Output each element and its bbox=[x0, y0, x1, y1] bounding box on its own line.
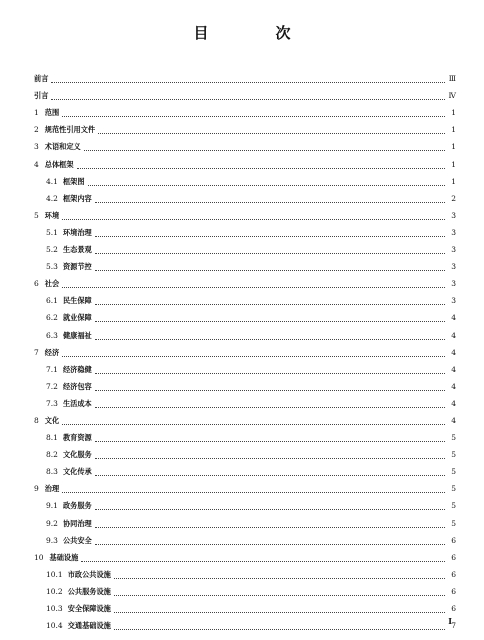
dot-leader bbox=[95, 333, 445, 340]
dot-leader bbox=[95, 538, 445, 545]
toc-entry[interactable] bbox=[34, 237, 456, 254]
toc-entry-page: 1 bbox=[451, 176, 456, 186]
toc-entry-label: 安全保障设施 bbox=[67, 604, 111, 613]
toc-entry-label: 资源节控 bbox=[62, 262, 92, 272]
toc-entry[interactable] bbox=[34, 117, 456, 134]
toc-entry-label: 总体框架 bbox=[44, 159, 74, 169]
dot-leader bbox=[95, 503, 445, 510]
toc-entry-number: 10.4 bbox=[46, 621, 63, 631]
toc-entry-label: 教育资源 bbox=[62, 433, 92, 443]
toc-entry-number: 10.2 bbox=[46, 586, 63, 596]
toc-entry[interactable] bbox=[34, 528, 456, 545]
toc-entry-number: 6.2 bbox=[46, 313, 58, 323]
toc-entry[interactable] bbox=[34, 374, 456, 391]
toc-entry-page: 4 bbox=[451, 381, 456, 391]
toc-entry-number: 8.2 bbox=[46, 450, 58, 460]
dot-leader bbox=[95, 401, 445, 408]
toc-entry[interactable] bbox=[34, 169, 456, 186]
dot-leader bbox=[95, 315, 445, 322]
toc-entry-label: 前言 bbox=[34, 74, 49, 84]
toc-entry-page: 4 bbox=[451, 347, 456, 357]
toc-entry-label: 范围 bbox=[44, 108, 60, 118]
dot-leader bbox=[62, 281, 445, 288]
toc-entry-page: Ⅳ bbox=[448, 91, 456, 101]
toc-entry-label: 生态景观 bbox=[62, 245, 92, 255]
toc-entry-page: 4 bbox=[451, 313, 456, 323]
toc-entry-page: 6 bbox=[451, 569, 456, 579]
toc-entry-number: 10.1 bbox=[46, 569, 63, 579]
toc-entry[interactable] bbox=[34, 83, 456, 100]
toc-entry[interactable] bbox=[34, 340, 456, 357]
toc-entry[interactable] bbox=[34, 186, 456, 203]
toc-entry[interactable] bbox=[34, 613, 456, 630]
toc-entry-label: 交通基础设施 bbox=[67, 621, 111, 631]
toc-entry-page: 4 bbox=[451, 364, 456, 374]
toc-entry[interactable] bbox=[34, 322, 456, 339]
toc-entry-page: 4 bbox=[451, 330, 456, 340]
toc-entry-label: 引言 bbox=[34, 91, 49, 101]
toc-entry[interactable] bbox=[34, 220, 456, 237]
toc-entry-number: 10 bbox=[34, 552, 44, 562]
toc-entry-label: 社会 bbox=[44, 279, 60, 289]
dot-leader bbox=[84, 144, 445, 151]
toc-entry[interactable] bbox=[34, 100, 456, 117]
toc-entry-number: 8.1 bbox=[46, 433, 58, 443]
dot-leader bbox=[51, 93, 445, 100]
toc-entry-number: 7.2 bbox=[46, 381, 58, 391]
dot-leader bbox=[62, 486, 445, 493]
toc-entry-page: 5 bbox=[451, 501, 456, 511]
toc-entry-number: 9 bbox=[34, 484, 39, 494]
toc-entry-page: 6 bbox=[451, 586, 456, 596]
toc-entry-number: 9.3 bbox=[46, 535, 58, 545]
toc-entry[interactable] bbox=[34, 391, 456, 408]
toc-entry-number: 9.2 bbox=[46, 518, 58, 528]
toc-entry[interactable] bbox=[34, 562, 456, 579]
toc-entry-label: 政务服务 bbox=[62, 501, 92, 511]
toc-entry-number: 4 bbox=[34, 159, 39, 169]
toc-entry[interactable] bbox=[34, 442, 456, 459]
toc-entry-page: 3 bbox=[451, 296, 456, 306]
toc-entry-page: 3 bbox=[451, 262, 456, 272]
toc-entry-label: 健康福祉 bbox=[62, 330, 92, 340]
dot-leader bbox=[98, 127, 445, 134]
toc-entry-label: 经济包容 bbox=[62, 381, 92, 391]
toc-entry[interactable] bbox=[34, 408, 456, 425]
toc-entry-page: 3 bbox=[451, 227, 456, 237]
dot-leader bbox=[95, 196, 445, 203]
table-of-contents bbox=[34, 66, 456, 630]
toc-entry-label: 规范性引用文件 bbox=[44, 125, 96, 135]
page-title: 目 次 bbox=[193, 24, 317, 42]
toc-entry-number: 8 bbox=[34, 415, 39, 425]
toc-entry-number: 6.1 bbox=[46, 296, 58, 306]
dot-leader bbox=[95, 435, 445, 442]
dot-leader bbox=[114, 589, 445, 596]
toc-entry-number: 8.3 bbox=[46, 467, 58, 477]
dot-leader bbox=[88, 179, 445, 186]
toc-entry-page: Ⅲ bbox=[448, 74, 456, 84]
toc-entry-page: 5 bbox=[451, 484, 456, 494]
toc-entry-label: 经济 bbox=[44, 347, 60, 357]
toc-entry-page: 5 bbox=[451, 467, 456, 477]
toc-entry-number: 3 bbox=[34, 142, 39, 152]
toc-entry[interactable] bbox=[34, 271, 456, 288]
dot-leader bbox=[95, 384, 445, 391]
toc-entry-page: 5 bbox=[451, 433, 456, 443]
dot-leader bbox=[114, 606, 445, 613]
toc-entry-label: 框架内容 bbox=[62, 193, 92, 203]
toc-entry-number: 7.3 bbox=[46, 398, 58, 408]
dot-leader bbox=[95, 367, 445, 374]
dot-leader bbox=[95, 469, 445, 476]
toc-entry[interactable] bbox=[34, 425, 456, 442]
toc-entry-page: 3 bbox=[451, 245, 456, 255]
dot-leader bbox=[95, 452, 445, 459]
toc-entry[interactable] bbox=[34, 151, 456, 168]
dot-leader bbox=[95, 230, 445, 237]
dot-leader bbox=[95, 521, 445, 528]
toc-entry[interactable] bbox=[34, 545, 456, 562]
toc-entry-label: 文化传承 bbox=[62, 467, 92, 477]
toc-entry-label: 公共服务设施 bbox=[67, 586, 111, 596]
toc-entry-page: 6 bbox=[451, 604, 456, 613]
toc-entry-number: 6 bbox=[34, 279, 39, 289]
toc-entry-label: 民生保障 bbox=[62, 296, 92, 306]
toc-entry-label: 文化服务 bbox=[62, 450, 92, 460]
toc-entry-label: 环境治理 bbox=[62, 227, 92, 237]
dot-leader bbox=[81, 555, 445, 562]
toc-entry-page: 3 bbox=[451, 279, 456, 289]
toc-entry-number: 7.1 bbox=[46, 364, 58, 374]
toc-entry-number: 9.1 bbox=[46, 501, 58, 511]
toc-entry-number: 5.2 bbox=[46, 245, 58, 255]
toc-entry[interactable] bbox=[34, 134, 456, 151]
page-number: I bbox=[448, 616, 452, 626]
dot-leader bbox=[62, 110, 445, 117]
toc-entry-label: 文化 bbox=[44, 415, 60, 425]
dot-leader bbox=[62, 213, 445, 220]
toc-entry-label: 协同治理 bbox=[62, 518, 92, 528]
toc-entry-page: 1 bbox=[451, 142, 456, 152]
toc-entry-page: 1 bbox=[451, 159, 456, 169]
toc-entry[interactable] bbox=[34, 254, 456, 271]
toc-entry-number: 5.3 bbox=[46, 262, 58, 272]
toc-entry-label: 就业保障 bbox=[62, 313, 92, 323]
toc-entry-page: 5 bbox=[451, 450, 456, 460]
toc-entry-page: 2 bbox=[451, 193, 456, 203]
toc-entry-page: 3 bbox=[451, 210, 456, 220]
dot-leader bbox=[114, 623, 445, 630]
toc-entry-label: 经济稳健 bbox=[62, 364, 92, 374]
toc-entry-number: 10.3 bbox=[46, 604, 63, 613]
toc-entry[interactable] bbox=[34, 493, 456, 510]
dot-leader bbox=[95, 247, 445, 254]
toc-entry-label: 公共安全 bbox=[62, 535, 92, 545]
toc-entry-page: 1 bbox=[451, 125, 456, 135]
toc-entry[interactable] bbox=[34, 579, 456, 596]
dot-leader bbox=[62, 418, 445, 425]
toc-entry[interactable] bbox=[34, 476, 456, 493]
toc-entry[interactable] bbox=[34, 66, 456, 83]
toc-entry[interactable] bbox=[34, 510, 456, 527]
toc-entry-label: 基础设施 bbox=[49, 552, 79, 562]
toc-entry-number: 1 bbox=[34, 108, 39, 118]
toc-entry[interactable] bbox=[34, 203, 456, 220]
toc-entry-number: 7 bbox=[34, 347, 39, 357]
dot-leader bbox=[114, 572, 445, 579]
toc-entry[interactable] bbox=[34, 305, 456, 322]
dot-leader bbox=[62, 350, 445, 357]
dot-leader bbox=[51, 76, 445, 83]
toc-entry-number: 6.3 bbox=[46, 330, 58, 340]
dot-leader bbox=[77, 162, 445, 169]
toc-entry-number: 4.2 bbox=[46, 193, 58, 203]
toc-entry-number: 2 bbox=[34, 125, 39, 135]
toc-entry-label: 市政公共设施 bbox=[67, 569, 111, 579]
toc-entry-page: 4 bbox=[451, 415, 456, 425]
toc-entry-page: 7 bbox=[451, 621, 456, 631]
toc-entry[interactable] bbox=[34, 459, 456, 476]
toc-entry-label: 框架图 bbox=[62, 176, 85, 186]
toc-entry-number: 5 bbox=[34, 210, 39, 220]
toc-entry-number: 5.1 bbox=[46, 227, 58, 237]
toc-entry-page: 5 bbox=[451, 518, 456, 528]
toc-entry-number: 4.1 bbox=[46, 176, 58, 186]
toc-entry-label: 生活成本 bbox=[62, 398, 92, 408]
toc-entry-page: 1 bbox=[451, 108, 456, 118]
dot-leader bbox=[95, 298, 445, 305]
toc-entry-label: 环境 bbox=[44, 210, 60, 220]
toc-entry-page: 4 bbox=[451, 398, 456, 408]
toc-entry-page: 6 bbox=[451, 552, 456, 562]
toc-entry[interactable] bbox=[34, 357, 456, 374]
toc-entry[interactable] bbox=[34, 596, 456, 613]
toc-entry-label: 术语和定义 bbox=[44, 142, 81, 152]
dot-leader bbox=[95, 264, 445, 271]
toc-entry-label: 治理 bbox=[44, 484, 60, 494]
toc-entry[interactable] bbox=[34, 288, 456, 305]
toc-entry-page: 6 bbox=[451, 535, 456, 545]
